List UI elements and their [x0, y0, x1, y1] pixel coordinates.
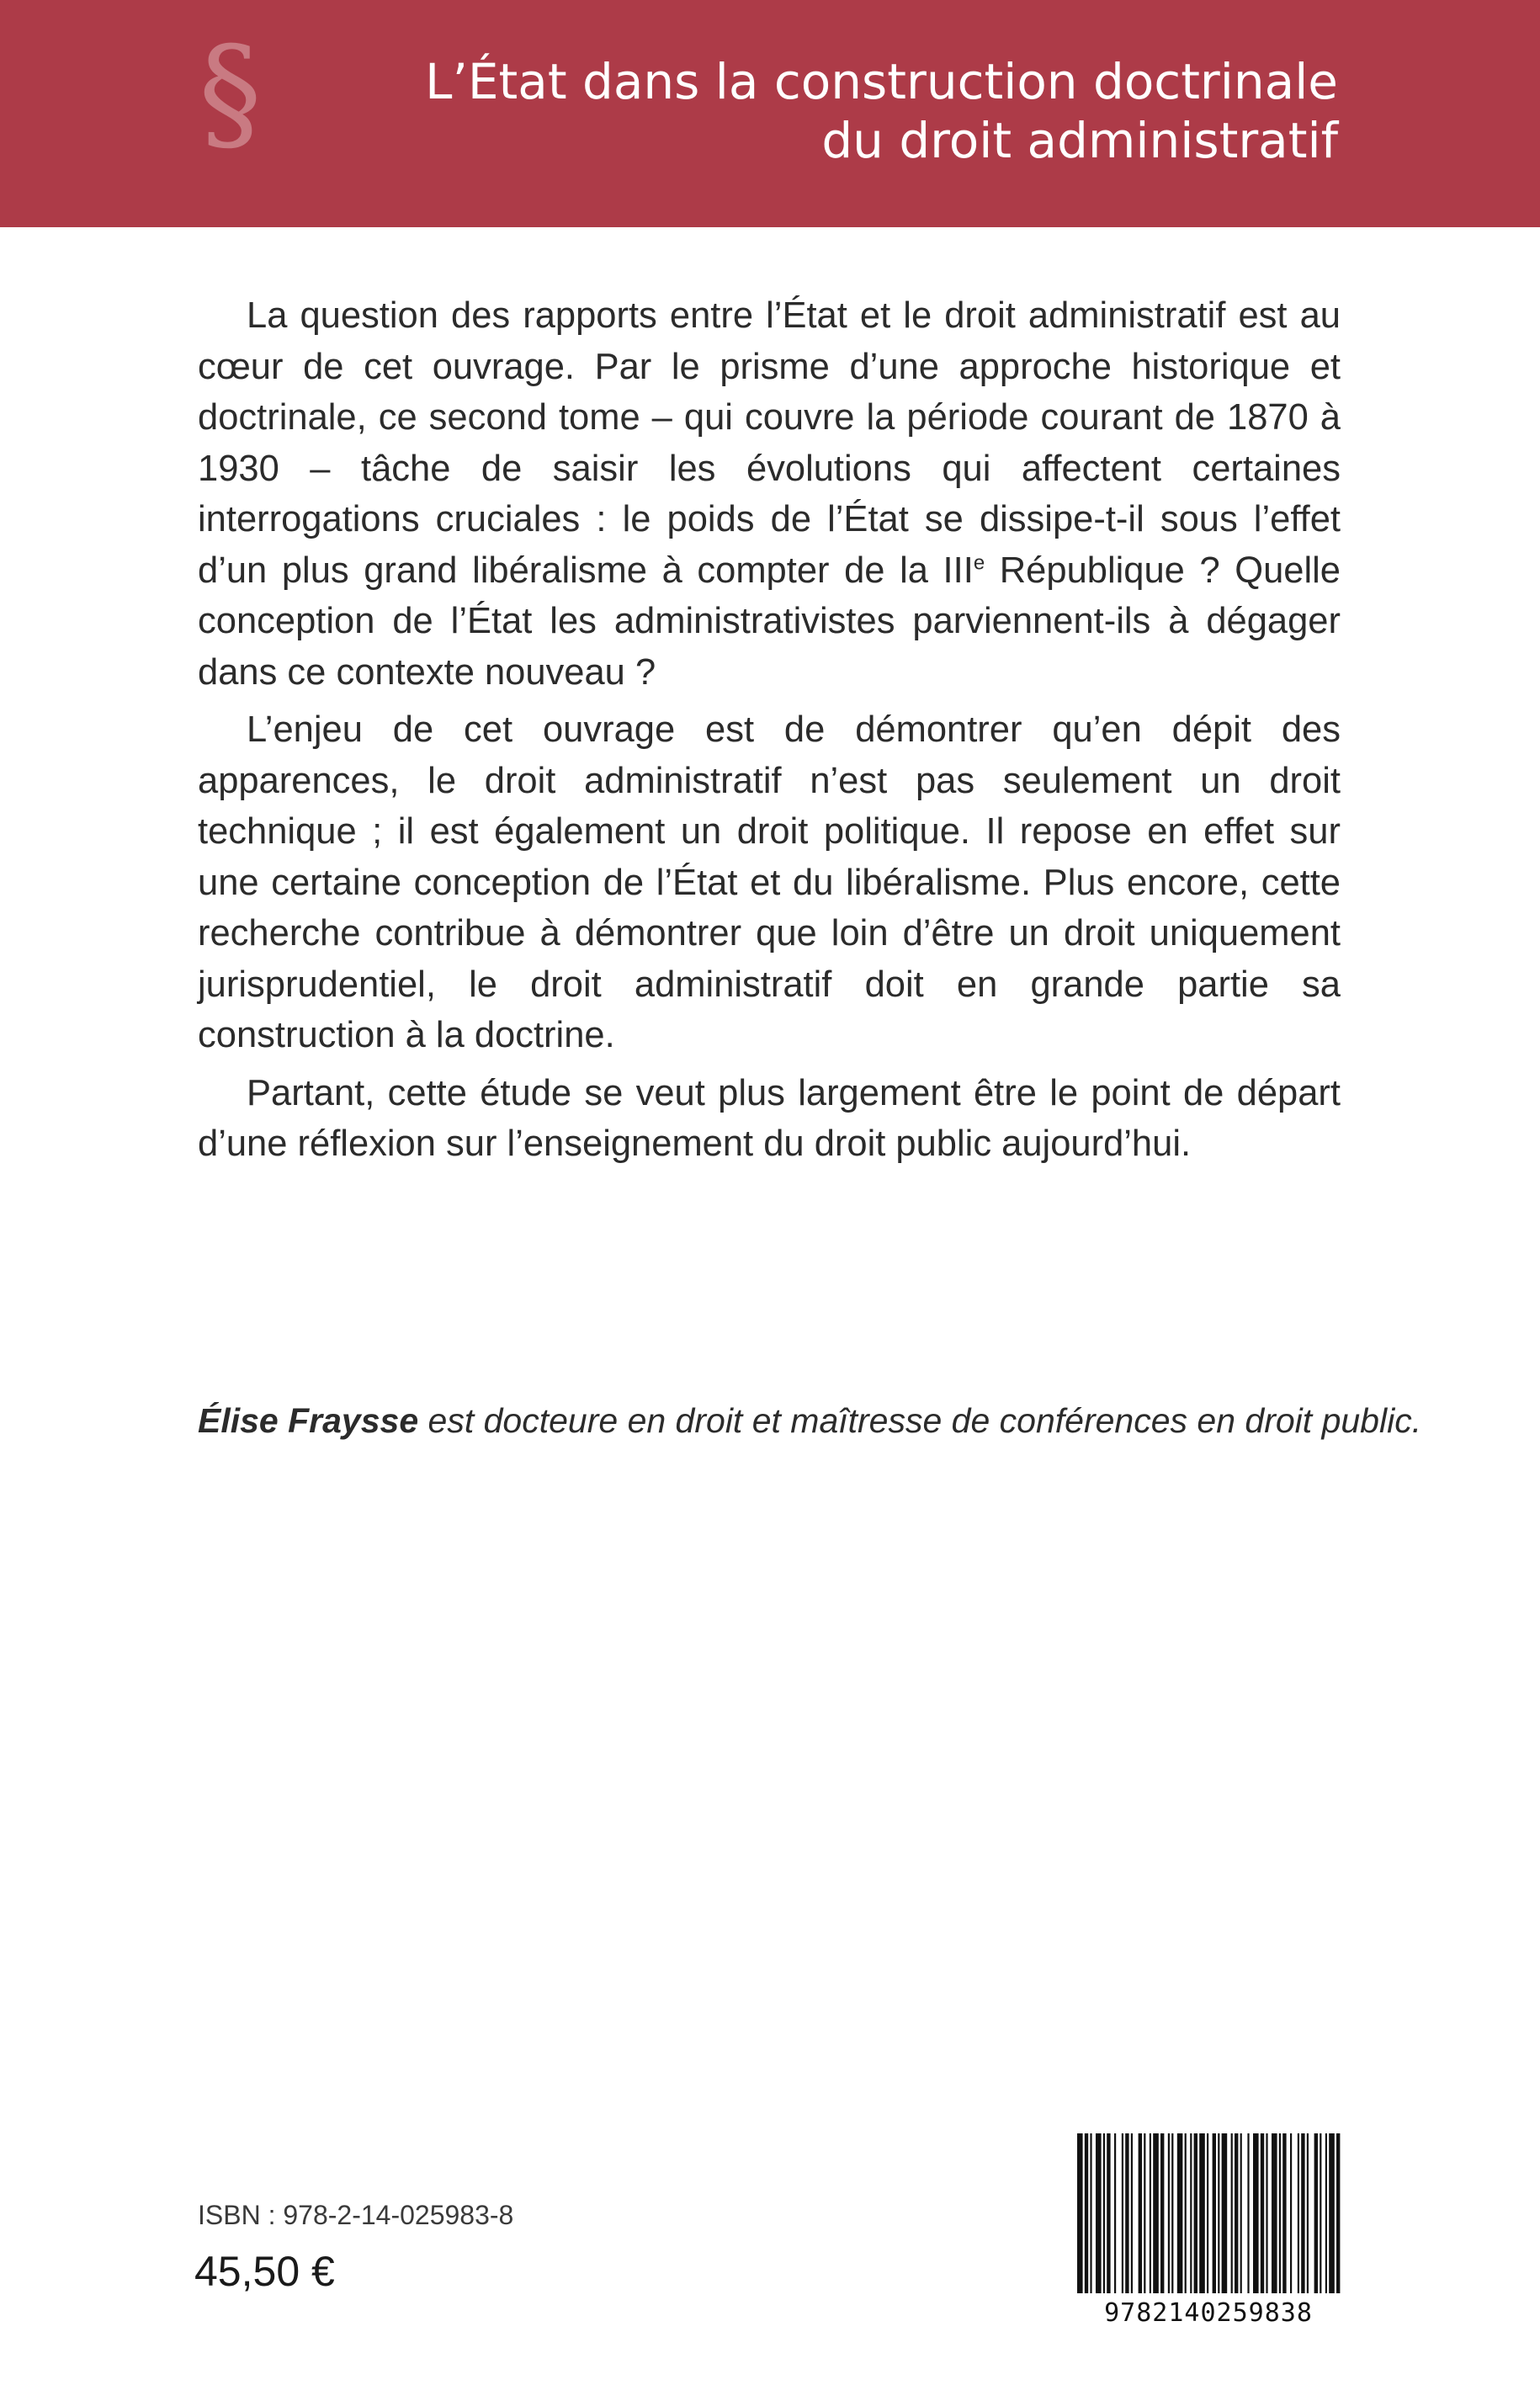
title-line-1: L’État dans la construction doctrinale: [425, 53, 1338, 110]
barcode-icon: [1074, 2133, 1343, 2297]
paragraph-1-part-1: La question des rapports entre l’État et le droit administratif est au cœur de cet ouvrage. Par le prisme d’une approche historique et doctrinale, ce second tome – qui couvre la période courant de 1870 à 1930 – tâche de saisir les évolutions qui affectent certaines interrogations cruciales : le poids de l’État se dissipe-t-il sous l’effet d’un plus grand libéralisme à compter de la III: [198, 295, 1341, 591]
book-title: [244, 52, 1338, 170]
back-cover-text: [198, 290, 1341, 1177]
price: 45,50 €: [194, 2248, 335, 2295]
section-symbol-icon: §: [199, 20, 262, 167]
paragraph-2: L’enjeu de cet ouvrage est de démontrer qu’en dépit des apparences, le droit administratif n’est pas seulement un droit technique ; il est également un droit politique. Il repose en effet sur une certaine conception de l’État et du libéralisme. Plus encore, cette recherche contribue à démontrer que loin d’être un droit uniquement jurisprudentiel, le droit administratif doit en grande partie sa construction à la doctrine.: [198, 709, 1341, 1055]
paragraph-1: [198, 290, 1341, 698]
title-line-2: du droit administratif: [821, 112, 1338, 169]
header-band: [0, 0, 1540, 227]
paragraph-3: Partant, cette étude se veut plus largement être le point de départ d’une réflexion sur l’enseignement du droit public aujourd’hui.: [198, 1072, 1341, 1164]
barcode-digits: 9782140259838: [1104, 2298, 1313, 2328]
isbn: ISBN : 978-2-14-025983-8: [198, 2200, 514, 2230]
author-name: Élise Fraysse: [198, 1401, 419, 1440]
paragraph-1-part-2: République ? Quelle conception de l’État les administrativistes parviennent-ils à dégager dans ce contexte nouveau ?: [198, 550, 1341, 693]
superscript-e: e: [973, 551, 985, 574]
author-bio: [198, 1401, 1422, 1441]
author-description: est docteure en droit et maîtresse de conférences en droit public.: [418, 1401, 1422, 1440]
barcode: [1074, 2133, 1343, 2327]
